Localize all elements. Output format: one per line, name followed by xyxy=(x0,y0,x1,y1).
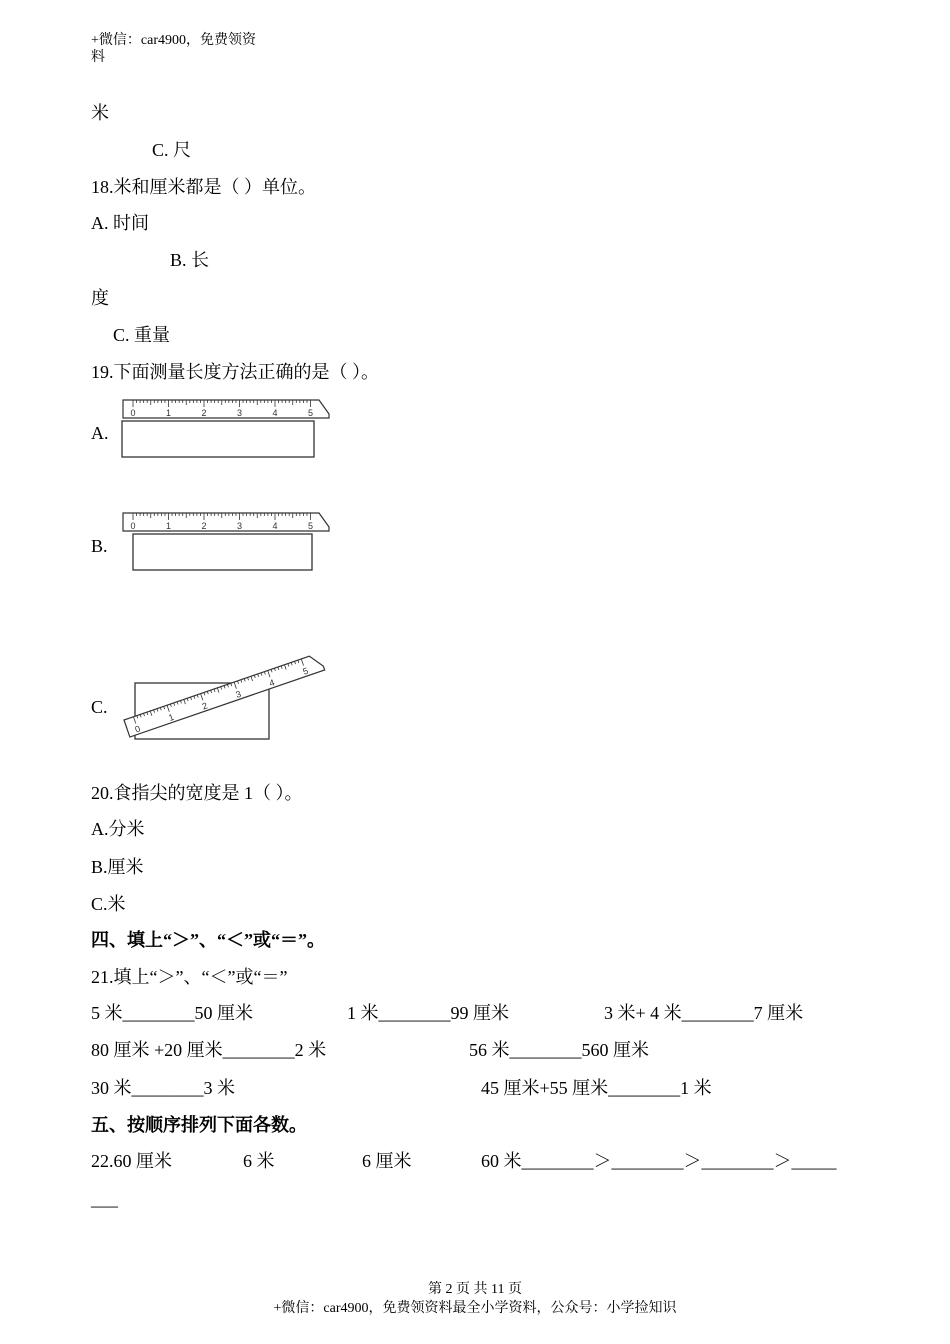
ruler-b xyxy=(123,513,329,531)
q19-option-b-label: B. xyxy=(91,536,108,556)
q22-item1: 22.60 厘米 xyxy=(91,1151,172,1171)
q21-row3-item1: 30 米________3 米 xyxy=(91,1078,235,1098)
q18-option-b-continuation: 度 xyxy=(91,288,109,308)
q19-option-a-label: A. xyxy=(91,423,109,443)
q19-question: 19.下面测量长度方法正确的是（ ）。 xyxy=(91,362,379,382)
q17-option-c: C. 尺 xyxy=(152,140,192,160)
q18-option-c: C. 重量 xyxy=(113,325,171,345)
q22-item2: 6 米 xyxy=(243,1151,275,1171)
section-4-title: 四、填上“＞”、“＜”或“＝”。 xyxy=(91,930,325,950)
q21-row2-item2: 56 米________560 厘米 xyxy=(469,1040,649,1060)
ruler-c-label: 5 xyxy=(301,665,310,677)
q21-row1-item2: 1 米________99 厘米 xyxy=(347,1003,509,1023)
ruler-c-label: 4 xyxy=(267,677,276,689)
ruler-c-label: 0 xyxy=(133,723,142,735)
object-rectangle-b xyxy=(133,534,312,570)
q20-option-c: C.米 xyxy=(91,894,126,914)
q21-row3-item2: 45 厘米+55 厘米________1 米 xyxy=(481,1078,712,1098)
q19-option-c-label: C. xyxy=(91,697,108,717)
q22-item3: 6 厘米 xyxy=(362,1151,412,1171)
q19-option-a-figure xyxy=(118,396,338,466)
q20-option-a: A.分米 xyxy=(91,819,145,839)
ruler-b-body xyxy=(123,513,329,531)
footer-page-number: 第 2 页 共 11 页 xyxy=(428,1282,522,1297)
q21-row1-item1: 5 米________50 厘米 xyxy=(91,1003,253,1023)
ruler-c-label: 2 xyxy=(200,700,209,712)
ruler-b-label: 4 xyxy=(272,521,278,531)
ruler-a-label: 1 xyxy=(165,408,172,418)
q22-blanks: 60 米________＞________＞________＞_____ xyxy=(481,1151,837,1171)
q20-option-b: B.厘米 xyxy=(91,857,144,877)
q22-blank-continuation: ___ xyxy=(91,1189,118,1209)
ruler-c-body xyxy=(124,653,325,737)
ruler-a xyxy=(123,400,329,418)
q19-option-c-figure xyxy=(118,652,338,752)
q21-row1-item3: 3 米+ 4 米________7 厘米 xyxy=(604,1003,804,1023)
q18-question: 18.米和厘米都是（ ）单位。 xyxy=(91,177,316,197)
header-text-line1: +微信：car4900，免费领资 xyxy=(91,33,256,48)
header-text-line2: 料 xyxy=(91,50,105,65)
ruler-b-label: 2 xyxy=(201,521,207,531)
ruler-a-label: 0 xyxy=(130,408,136,418)
ruler-a-label: 5 xyxy=(307,408,314,418)
footer-note: +微信：car4900，免费领资料最全小学资料，公众号：小学捡知识 xyxy=(273,1301,677,1316)
section-5-title: 五、按顺序排列下面各数。 xyxy=(91,1115,307,1135)
ruler-c-label: 3 xyxy=(234,688,243,700)
q17-continuation: 米 xyxy=(91,103,109,123)
q18-option-b: B. 长 xyxy=(170,250,210,270)
ruler-b-label: 3 xyxy=(236,521,243,531)
ruler-c xyxy=(124,653,325,737)
q21-row2-item1: 80 厘米 +20 厘米________2 米 xyxy=(91,1040,327,1060)
ruler-a-label: 2 xyxy=(201,408,207,418)
ruler-a-label: 3 xyxy=(236,408,243,418)
ruler-b-label: 0 xyxy=(130,521,136,531)
q21-question: 21.填上“＞”、“＜”或“＝” xyxy=(91,967,288,987)
object-rectangle-a xyxy=(122,421,314,457)
q18-option-a: A. 时间 xyxy=(91,213,149,233)
ruler-c-label: 1 xyxy=(167,711,176,724)
ruler-a-body xyxy=(123,400,329,418)
ruler-b-label: 1 xyxy=(165,521,172,531)
q20-question: 20.食指尖的宽度是 1（ ）。 xyxy=(91,783,303,803)
ruler-a-label: 4 xyxy=(272,408,278,418)
q19-option-b-figure xyxy=(118,509,338,579)
ruler-b-label: 5 xyxy=(307,521,314,531)
